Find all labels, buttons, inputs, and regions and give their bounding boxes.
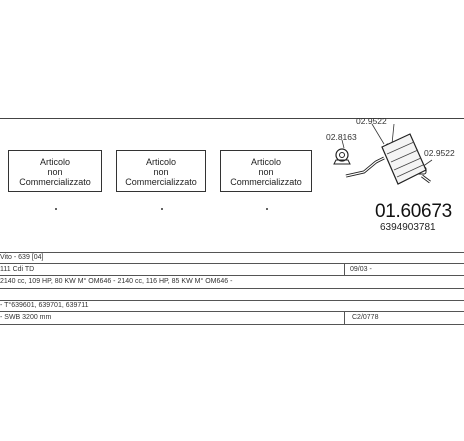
- table-rule-6: [0, 311, 464, 312]
- card-2-dot: [161, 208, 163, 210]
- muffler-icon: [382, 134, 426, 184]
- table-rule-3: [0, 275, 464, 276]
- part-number: 01.60673: [375, 201, 452, 222]
- table-rule-7: [0, 324, 464, 325]
- table-row-engine-date: 09/03 -: [350, 266, 372, 273]
- card-2-line2: non: [153, 167, 169, 177]
- part-code-right: 02.9522: [424, 148, 455, 158]
- card-3-line2: non: [258, 167, 274, 177]
- card-1-line2: non: [47, 167, 63, 177]
- table-rule-2: [0, 263, 464, 264]
- table-row-model: Vito - 639 [04]: [0, 254, 44, 261]
- card-1-line3: Commercializzato: [19, 177, 91, 187]
- card-not-commercialized-2: [116, 150, 206, 192]
- oem-number: 6394903781: [380, 222, 436, 233]
- table-rule-1: [0, 252, 464, 253]
- table-row-specs: 2140 cc, 109 HP, 80 KW M° OM646 - 2140 cc, 116 HP, 85 KW M° OM646 -: [0, 278, 233, 285]
- card-1-line1: Articolo: [39, 157, 70, 167]
- card-3-line1: Articolo: [250, 157, 281, 167]
- card-not-commercialized-1: [8, 150, 102, 192]
- exhaust-drawing: [322, 112, 462, 192]
- clamp-icon: [336, 149, 348, 161]
- part-code-left: 02.8163: [326, 132, 357, 142]
- card-3-dot: [266, 208, 268, 210]
- card-2-line3: Commercializzato: [125, 177, 197, 187]
- table-column-divider-1: [344, 263, 345, 275]
- table-rule-4: [0, 288, 464, 289]
- card-3-line3: Commercializzato: [230, 177, 302, 187]
- table-row-types: - T°639601, 639701, 639711: [0, 302, 89, 309]
- table-column-divider-2: [344, 311, 345, 324]
- table-row-engine: 111 Cdi TD: [0, 266, 35, 273]
- card-2-line1: Articolo: [145, 157, 176, 167]
- table-rule-5: [0, 300, 464, 301]
- table-row-wheelbase-code: C2/0778: [352, 314, 379, 321]
- table-row-wheelbase: - SWB 3200 mm: [0, 314, 52, 321]
- card-1-dot: [55, 208, 57, 210]
- part-code-top: 02.9522: [356, 116, 387, 126]
- card-not-commercialized-3: [220, 150, 312, 192]
